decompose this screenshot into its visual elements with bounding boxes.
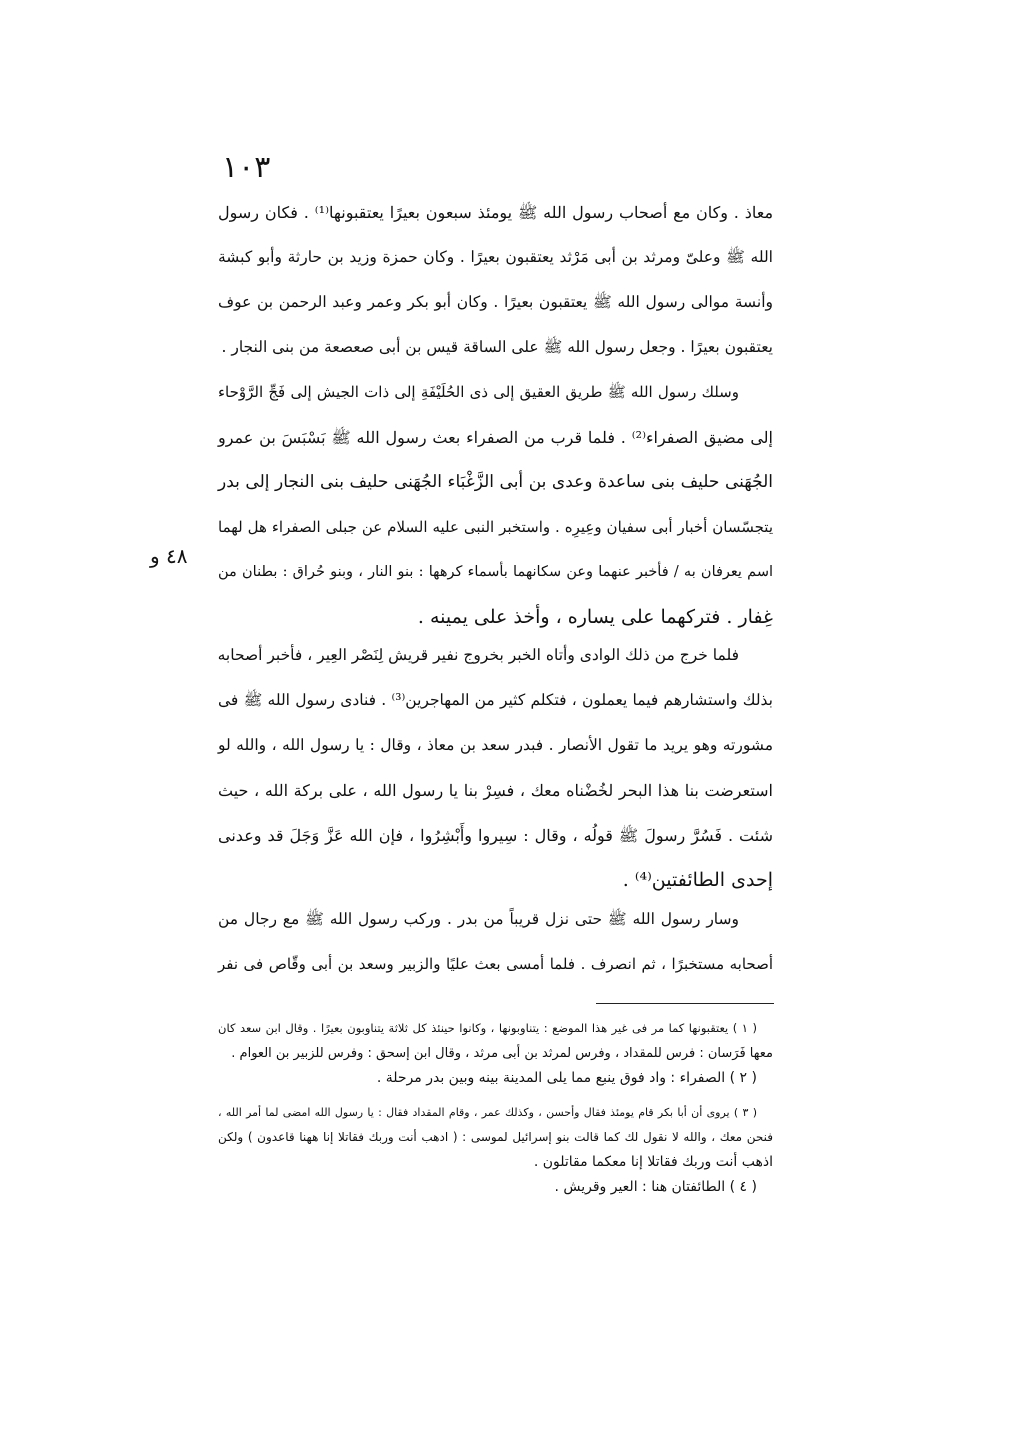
footnote-4 xyxy=(218,1175,773,1200)
footnote-line: ( ٣ ) يروى أن أبا بكر قام يومئذ فقال وأحسن ، وكذلك عمر ، وقام المقداد فقال : يا رسول الله امضى لما أمر الله ، xyxy=(218,1106,757,1119)
text-line: يتجسّسان أخبار أبى سفيان وعِيرِه . واستخبر النبى عليه السلام عن جبلى الصفراء هل لهما xyxy=(218,518,773,536)
text-line: معاذ . وكان مع أصحاب رسول الله ﷺ يومئذ سبعون بعيرًا يعتقبونها⁽¹⁾ . فكان رسول xyxy=(218,203,774,222)
footnote-line: اذهب أنت وربك فقاتلا إنا معكما مقاتلون . xyxy=(533,1154,773,1170)
paragraph-3 xyxy=(218,633,773,903)
paragraph-4 xyxy=(218,897,773,987)
text-line: الله ﷺ وعلىّ ومرثد بن أبى مَرْثد يعتقبون بعيرًا . وكان حمزة وزيد بن حارثة وأبو كبشة xyxy=(218,248,773,266)
text-line: الجُهَنى حليف بنى ساعدة وعدى بن أبى الزَّغْبَاء الجُهَنى حليف بنى النجار إلى بدر xyxy=(218,472,773,492)
text-line: مشورته وهو يريد ما تقول الأنصار . فبدر سعد بن معاذ ، وقال : يا رسول الله ، والله لو xyxy=(218,736,773,754)
text-line: إحدى الطائفتين⁽⁴⁾ . xyxy=(622,869,773,891)
footnote-line: معها فَرَسان : فرس للمقداد ، وفرس لمرثد بن أبى مرثد ، وقال ابن إسحق : وفرس للزبير بن العوام . xyxy=(231,1046,773,1061)
margin-folio-note: ٤٨ و xyxy=(150,544,188,568)
text-line: يعتقبون بعيرًا . وجعل رسول الله ﷺ على الساقة قيس بن أبى صعصعة من بنى النجار . xyxy=(221,338,773,356)
footnotes xyxy=(218,1016,773,1200)
footnote-line: ( ١ ) يعتقبونها كما مر فى غير هذا الموضع : يتناوبونها ، وكانوا حينئذ كل ثلاثة يتناوبون بعيرًا . وقال ابن سعد كان xyxy=(218,1021,757,1035)
text-line: إلى مضيق الصفراء⁽²⁾ . فلما قرب من الصفراء بعث رسول الله ﷺ بَسْبَسَ بن عمرو xyxy=(218,428,774,447)
page-number: ١٠٣ xyxy=(222,150,271,185)
footnote-line: فنحن معك ، والله لا نقول لك كما قالت بنو إسرائيل لموسى : ( ادهب أنت وربك فقاتلا إنا ههنا قاعدون ) ولكن xyxy=(218,1130,773,1144)
footnote-2 xyxy=(218,1066,773,1091)
text-line: وسار رسول الله ﷺ حتى نزل قريباً من بدر . وركب رسول الله ﷺ مع رجال من xyxy=(218,910,739,928)
footnote-line: ( ٢ ) الصفراء : واد فوق ينبع مما يلى المدينة بينه وبين بدر مرحلة . xyxy=(376,1070,757,1086)
text-line: وسلك رسول الله ﷺ طريق العقيق إلى ذى الحُلَيْفَةِ إلى ذات الجيش إلى فَجِّ الرَّوْحاء xyxy=(218,383,739,401)
paragraph-1 xyxy=(218,190,773,370)
footnote-separator xyxy=(596,1003,774,1004)
text-line: أصحابه مستخبرًا ، ثم انصرف . فلما أمسى بعث عليًا والزبير وسعد بن أبى وقّاص فى نفر xyxy=(218,955,773,973)
paragraph-2 xyxy=(218,370,773,640)
text-line: استعرضت بنا هذا البحر لخُضْناه معك ، فسِرْ بنا يا رسول الله ، على بركة الله ، حيث xyxy=(218,781,773,800)
footnote-line: ( ٤ ) الطائفتان هنا : العير وقريش . xyxy=(554,1179,757,1195)
text-line: بذلك واستشارهم فيما يعملون ، فتكلم كثير من المهاجرين⁽³⁾ . فنادى رسول الله ﷺ فى xyxy=(218,691,773,709)
text-line: فلما خرج من ذلك الوادى وأتاه الخبر بخروج نفير قريش لِنَصْر العِير ، فأخبر أصحابه xyxy=(217,646,739,664)
text-line: شئت . فَسُرَّ رسولَ ﷺ قولُه ، وقال : سِيروا وأَبْشِرُوا ، فإن الله عَزَّ وَجَلَ قد وعدنى xyxy=(218,826,773,845)
text-line: غِفار . فتركهما على يساره ، وأخذ على يمينه . xyxy=(417,606,773,628)
text-line: وأنسة موالى رسول الله ﷺ يعتقبون بعيرًا . وكان أبو بكر وعمر وعبد الرحمن بن عوف xyxy=(218,293,773,311)
footnote-3 xyxy=(218,1100,773,1175)
text-line: اسم يعرفان به / فأخبر عنهما وعن سكانهما بأسماء كرهها : بنو النار ، وبنو حُراق : بطنان من xyxy=(218,564,773,580)
footnote-1 xyxy=(218,1016,773,1066)
